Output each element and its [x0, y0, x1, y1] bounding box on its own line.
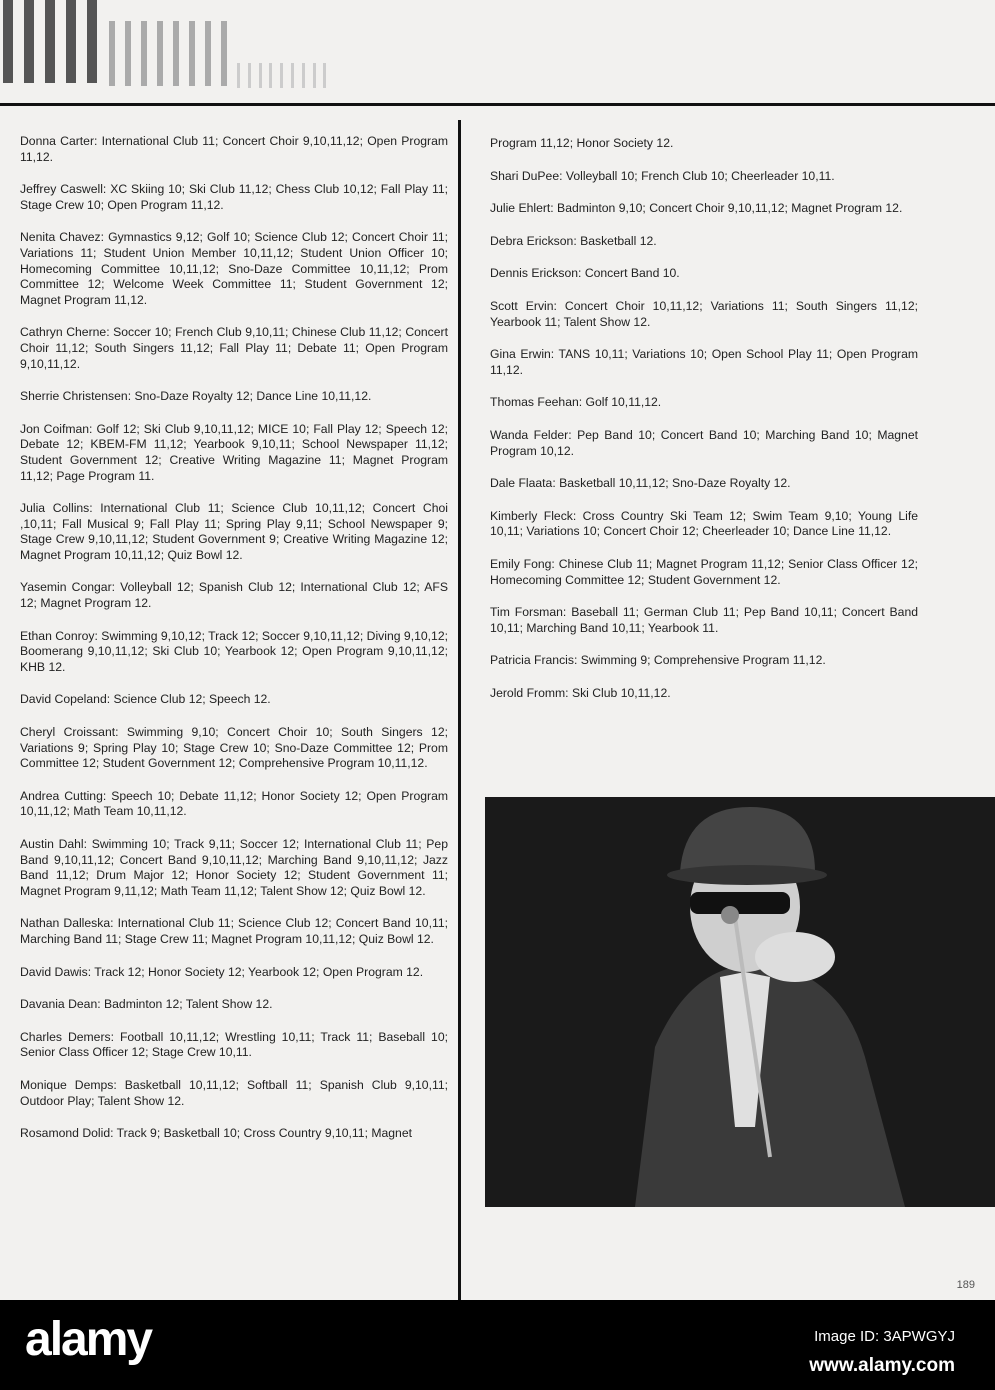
decorative-bar [302, 63, 305, 88]
decorative-bar [221, 21, 227, 86]
student-entry: Rosamond Dolid: Track 9; Basketball 10; Cross Country 9,10,11; Magnet [20, 1126, 412, 1141]
student-entry: Sherrie Christensen: Sno-Daze Royalty 12; Dance Line 10,11,12. [20, 389, 372, 404]
student-entry: Austin Dahl: Swimming 10; Track 9,11; Soccer 12; International Club 11; Pep Band 9,10,11,12; Concert Band 9,10,11,12; Marching Band 9,10,11,12; Jazz Band 11,12; Drum Major 12; Honor Society 12; Student Government 11; Magnet Program 9,11,12; Math Team 11,12; Talent Show 12; Quiz Bowl 12. [20, 837, 448, 898]
student-entry: Gina Erwin: TANS 10,11; Variations 10; Open School Play 11; Open Program 11,12. [490, 347, 918, 377]
header-bar-decoration [0, 0, 700, 90]
watermark-footer [0, 1300, 995, 1390]
student-entry: Jon Coifman: Golf 12; Ski Club 9,10,11,12; MICE 10; Fall Play 12; Speech 12; Debate 12; KBEM-FM 11,12; Yearbook 9,10,11; School Newspaper 11,12; Student Government 12; Creative Writing Magazine 11; Magnet Program 11,12; Page Program 11. [20, 421, 448, 483]
image-id: Image ID: 3APWGYJ [814, 1328, 955, 1345]
decorative-bar [141, 21, 147, 86]
student-entry: Emily Fong: Chinese Club 11; Magnet Program 11,12; Senior Class Officer 12; Homecoming Committee 12; Student Government 12. [490, 556, 918, 587]
decorative-bar [125, 21, 131, 86]
student-entry: Nenita Chavez: Gymnastics 9,12; Golf 10; Science Club 12; Concert Choir 11; Variations 11; Student Union Member 10,11,12; Student Union Officer 10; Homecoming Committee 10,11,12; Sno-Daze Committee 10,11,12; Prom Committee 12; Welcome Week Committee 11; Student Government 12; Magnet Program 11,12. [20, 230, 448, 307]
decorative-bar [259, 63, 262, 88]
student-entry: Program 11,12; Honor Society 12. [490, 136, 674, 150]
student-entry: Scott Ervin: Concert Choir 10,11,12; Variations 11; South Singers 11,12; Yearbook 11; Talent Show 12. [490, 298, 918, 329]
student-entry: Julia Collins: International Club 11; Science Club 10,11,12; Concert Choi ,10,11; Fall Musical 9; Fall Play 11; Spring Play 9,11; School Newspaper 9; Stage Crew 9,10,11,12; Student Government 9; Creative Writing Magazine 12; Magnet Program 10,11,12; Quiz Bowl 12. [20, 501, 448, 562]
student-entry: Patricia Francis: Swimming 9; Comprehensive Program 11,12. [490, 653, 826, 668]
page-number: 189 [956, 1279, 975, 1291]
decorative-bar [45, 0, 55, 83]
decorative-bar [109, 21, 115, 86]
alamy-logo: alamy [25, 1313, 152, 1366]
student-entry: Cathryn Cherne: Soccer 10; French Club 9,10,11; Chinese Club 11,12; Concert Choir 11,12; South Singers 11,12; Fall Play 11; Debate 11; Open Program 9,10,11,12. [20, 325, 448, 371]
site-url: www.alamy.com [809, 1355, 955, 1376]
decorative-bar [280, 63, 283, 88]
student-entry: Julie Ehlert: Badminton 9,10; Concert Choir 9,10,11,12; Magnet Program 12. [490, 201, 903, 216]
student-entry: Dennis Erickson: Concert Band 10. [490, 266, 680, 281]
student-entry: Ethan Conroy: Swimming 9,10,12; Track 12; Soccer 9,10,11,12; Diving 9,10,12; Boomerang 9,10,11,12; Ski Club 10; Yearbook 12; Open Program 9,10,11,12; KHB 12. [20, 628, 448, 674]
decorative-bar [66, 0, 76, 83]
decorative-bar [87, 0, 97, 83]
student-entry: Charles Demers: Football 10,11,12; Wrestling 10,11; Track 11; Baseball 10; Senior Class Officer 12; Stage Crew 10,11. [20, 1029, 448, 1060]
student-entry: Davania Dean: Badminton 12; Talent Show 12. [20, 997, 273, 1012]
decorative-bar [173, 21, 179, 86]
student-entry: Nathan Dalleska: International Club 11; Science Club 12; Concert Band 10,11; Marching Band 11; Stage Crew 11; Magnet Program 10,11,12; Quiz Bowl 12. [20, 916, 448, 946]
decorative-bar [24, 0, 34, 83]
student-entry: Dale Flaata: Basketball 10,11,12; Sno-Daze Royalty 12. [490, 476, 791, 491]
column-divider [458, 120, 461, 1300]
decorative-bar [248, 63, 251, 88]
photo-singer-with-microphone [485, 797, 995, 1207]
decorative-bar [323, 63, 326, 88]
student-entry: Kimberly Fleck: Cross Country Ski Team 12; Swim Team 9,10; Young Life 10,11; Variations 10; Concert Choir 12; Cheerleader 10; Dance Line 11,12. [490, 508, 918, 539]
student-entry: Monique Demps: Basketball 10,11,12; Softball 11; Spanish Club 9,10,11; Outdoor Play; Talent Show 12. [20, 1077, 448, 1108]
student-entry: Debra Erickson: Basketball 12. [490, 233, 657, 248]
student-entry: David Dawis: Track 12; Honor Society 12; Yearbook 12; Open Program 12. [20, 964, 424, 979]
right-column [490, 136, 918, 718]
decorative-bar [291, 63, 294, 88]
decorative-bar [189, 21, 195, 86]
student-entry: Cheryl Croissant: Swimming 9,10; Concert Choir 10; South Singers 12; Variations 9; Spring Play 10; Stage Crew 10; Sno-Daze Committee 12; Prom Committee 12; Student Government 12; Comprehensive Program 10,11,12. [20, 725, 448, 771]
decorative-bar [3, 0, 13, 83]
decorative-bar [313, 63, 316, 88]
decorative-bar [205, 21, 211, 86]
student-entry: David Copeland: Science Club 12; Speech 12. [20, 692, 271, 707]
student-entry: Andrea Cutting: Speech 10; Debate 11,12; Honor Society 12; Open Program 10,11,12; Math Team 10,11,12. [20, 788, 448, 819]
student-entry: Tim Forsman: Baseball 11; German Club 11; Pep Band 10,11; Concert Band 10,11; Marching Band 10,11; Yearbook 11. [490, 605, 918, 635]
student-entry: Jeffrey Caswell: XC Skiing 10; Ski Club 11,12; Chess Club 10,12; Fall Play 11; Stage Crew 10; Open Program 11,12. [20, 182, 448, 212]
student-entry: Jerold Fromm: Ski Club 10,11,12. [490, 685, 671, 700]
student-entry: Thomas Feehan: Golf 10,11,12. [490, 395, 662, 410]
student-entry: Shari DuPee: Volleyball 10; French Club 10; Cheerleader 10,11. [490, 168, 835, 183]
student-entry: Wanda Felder: Pep Band 10; Concert Band 10; Marching Band 10; Magnet Program 10,12. [490, 427, 918, 458]
decorative-bar [157, 21, 163, 86]
student-entry: Donna Carter: International Club 11; Concert Choir 9,10,11,12; Open Program 11,12. [20, 134, 448, 164]
student-entry: Yasemin Congar: Volleyball 12; Spanish Club 12; International Club 12; AFS 12; Magnet Program 12. [20, 580, 448, 611]
decorative-bar [269, 63, 272, 88]
left-column [20, 134, 448, 1159]
header-rule [0, 103, 995, 106]
decorative-bar [237, 63, 240, 88]
